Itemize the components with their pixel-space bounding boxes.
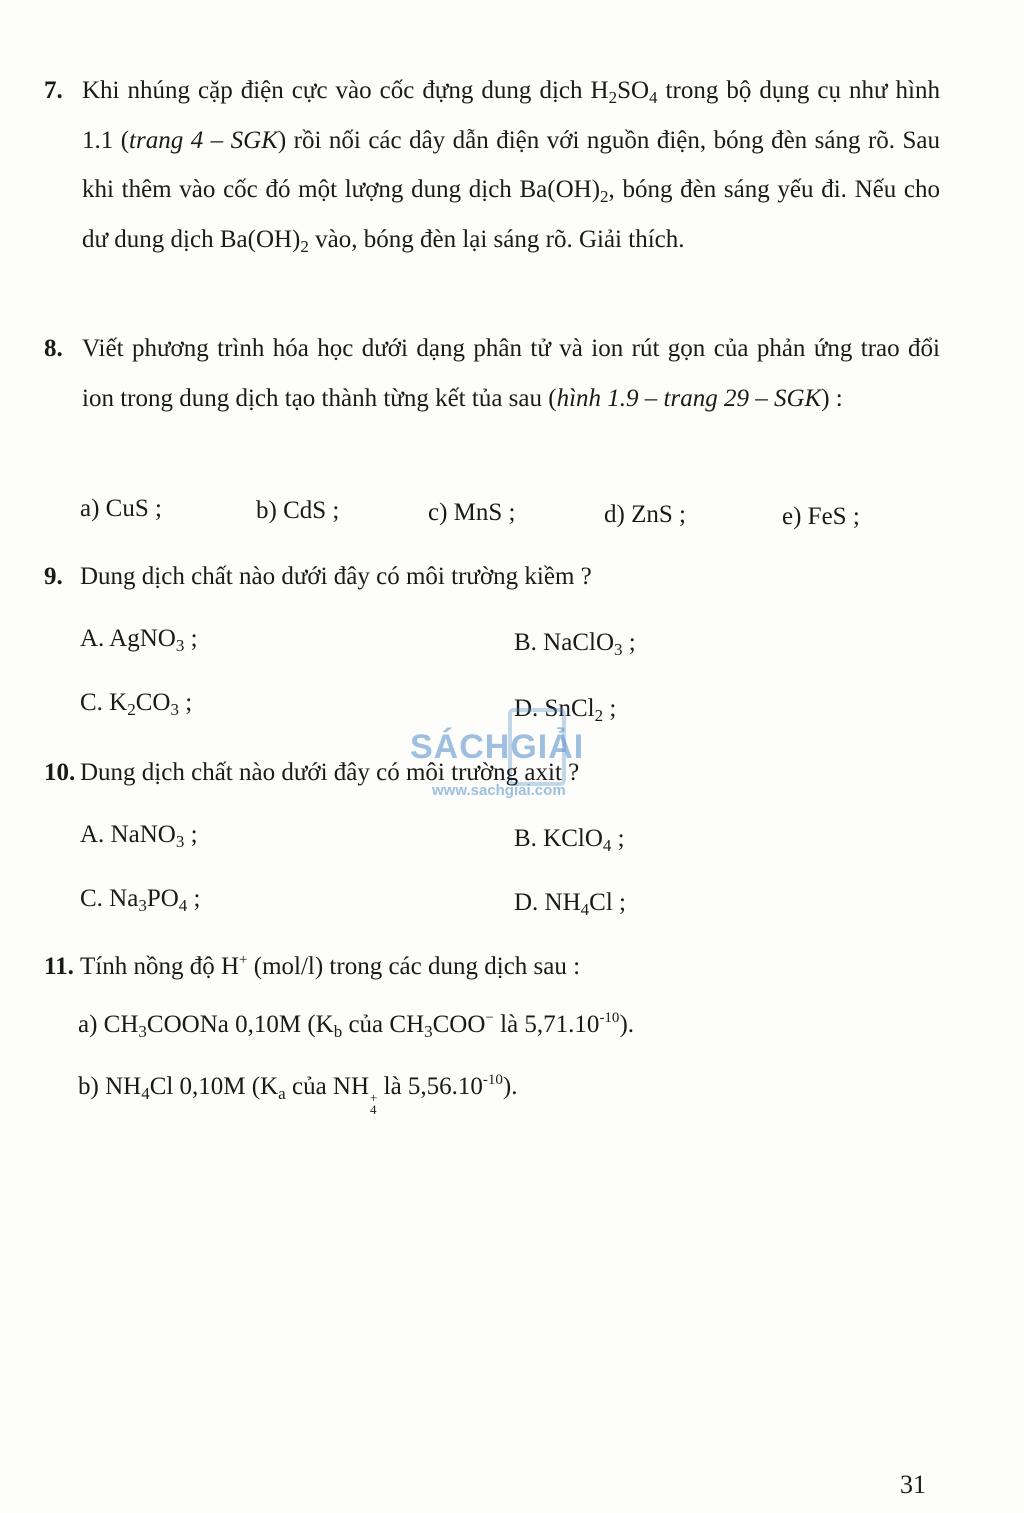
question-7 (44, 66, 944, 316)
question-text: Viết phương trình hóa học dưới dạng phân tử và ion rút gọn của phản ứng trao đổi ion trong dung dịch tạo thành từng kết tủa sau (hình 1.9 – trang 29 – SGK) : (82, 335, 940, 412)
question-text: Khi nhúng cặp điện cực vào cốc đựng dung dịch $H_2SO_4$ trong bộ dụng cụ như hình 1.1 (trang 4 – SGK) rồi nối các dây dẫn điện với nguồn điện, bóng đèn sáng rõ. Sau khi thêm vào cốc đó một lượng dung dịch $Ba(OH)_2$, bóng đèn sáng yếu đi. Nếu cho dư dung dịch $Ba(OH)_2$ vào, bóng đèn lại sáng rõ. Giải thích. (82, 77, 940, 256)
question-number: 10. (44, 759, 76, 786)
item-b: b) $NH_4Cl$ 0,10M ($K_a$ của NH + 4 là $5,56.10^{-10}$). (78, 1072, 518, 1117)
page-number: 31 (900, 1470, 926, 1499)
option-b: B. KClO$_4$ ; (514, 825, 625, 855)
question-number: 9. (44, 563, 63, 590)
ion-charge-stack: + 4 (370, 1090, 378, 1117)
question-number: 11. (44, 953, 74, 980)
option-b: b) CdS ; (256, 497, 340, 524)
option-a: A. AgNO$_3$ ; (80, 625, 198, 655)
option-a: a) CuS ; (80, 495, 162, 522)
question-8 (44, 324, 944, 474)
question-number: 8. (44, 335, 63, 362)
option-d: D. SnCl$_2$ ; (514, 695, 617, 725)
option-a: A. NaNO$_3$ ; (80, 821, 198, 851)
option-c: C. $Na_3PO_4$ ; (80, 885, 201, 915)
option-b: B. NaClO$_3$ ; (514, 629, 636, 659)
option-c: c) MnS ; (428, 499, 516, 526)
watermark-url: www.sachgiai.com (432, 782, 566, 799)
watermark-title: SÁCHGIẢI (410, 728, 585, 766)
item-a: a) $CH_3COONa$ 0,10M ($K_b$ của $CH_3COO^-$ là $5,71.10^{-10}$). (78, 1010, 635, 1041)
option-e: e) FeS ; (782, 503, 860, 530)
question-9 (44, 562, 592, 592)
option-d: d) ZnS ; (604, 501, 686, 528)
question-text: Dung dịch chất nào dưới đây có môi trường axit ? (80, 759, 580, 786)
option-c: C. $K_2CO_3$ ; (80, 689, 193, 719)
question-text: Dung dịch chất nào dưới đây có môi trường kiềm ? (80, 563, 592, 590)
question-10 (44, 758, 579, 788)
question-number: 7. (44, 77, 63, 104)
question-text: Tính nồng độ H+ (mol/l) trong các dung dịch sau : (80, 952, 581, 980)
option-d: D. $NH_4Cl$ ; (514, 889, 626, 919)
question-11 (44, 952, 580, 982)
